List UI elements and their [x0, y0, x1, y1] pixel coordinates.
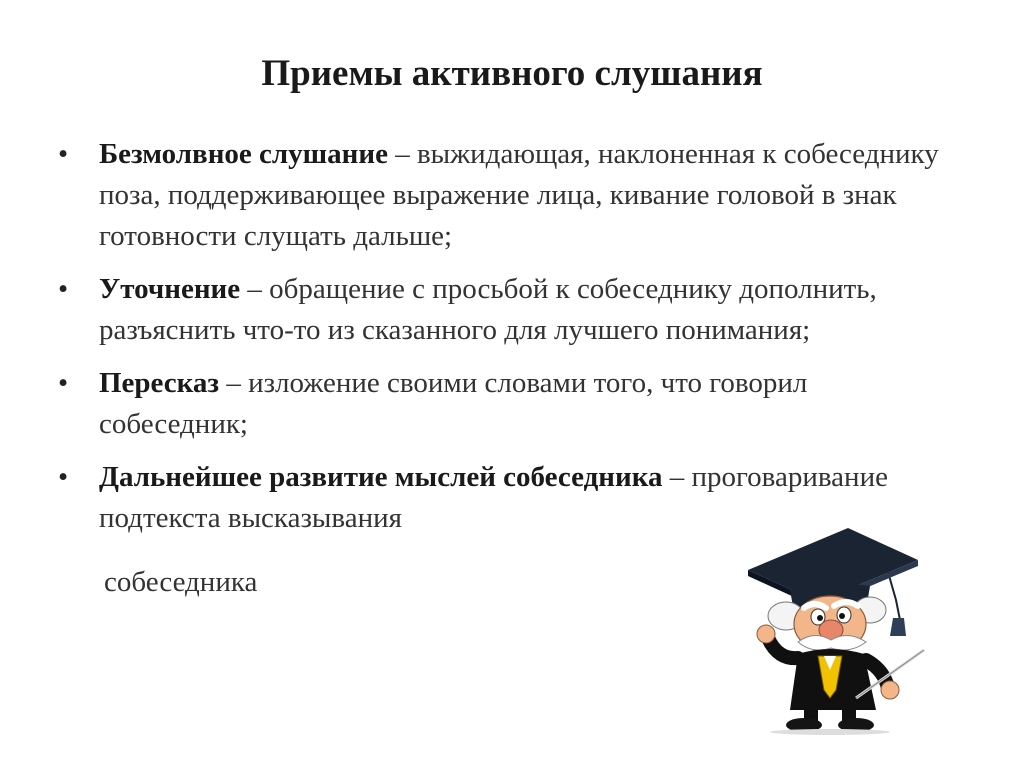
list-item	[58, 269, 958, 351]
professor-mascot-icon	[738, 520, 938, 735]
term-description: – обращение с просьбой к собеседнику дополнить, разъяснить что-то из сказанного для лучшего понимания;	[99, 273, 877, 346]
term-description: – проговаривание подтекста высказывания	[99, 461, 888, 534]
continuation-text: собеседника	[104, 566, 258, 598]
list-item	[58, 363, 958, 445]
bullet-marker: •	[58, 273, 69, 305]
bullet-list	[58, 134, 958, 539]
bullet-marker: •	[58, 367, 69, 399]
bullet-marker: •	[58, 138, 69, 170]
slide-title: Приемы активного слушания	[261, 53, 763, 94]
list-item	[58, 134, 958, 257]
bullet-marker: •	[58, 461, 69, 493]
term-description: – изложение своими словами того, что говорил собеседник;	[99, 367, 808, 440]
term-paraphrase: Пересказ	[99, 367, 220, 399]
term-description: – выжидающая, наклоненная к собеседнику поза, поддерживающее выражение лица, кивание головой в знак готовности слущать дальше;	[99, 138, 939, 252]
term-silent-listening: Безмолвное слушание	[99, 138, 388, 170]
term-clarification: Уточнение	[99, 273, 241, 305]
term-further-development: Дальнейшее развитие мыслей собеседника	[99, 461, 663, 493]
